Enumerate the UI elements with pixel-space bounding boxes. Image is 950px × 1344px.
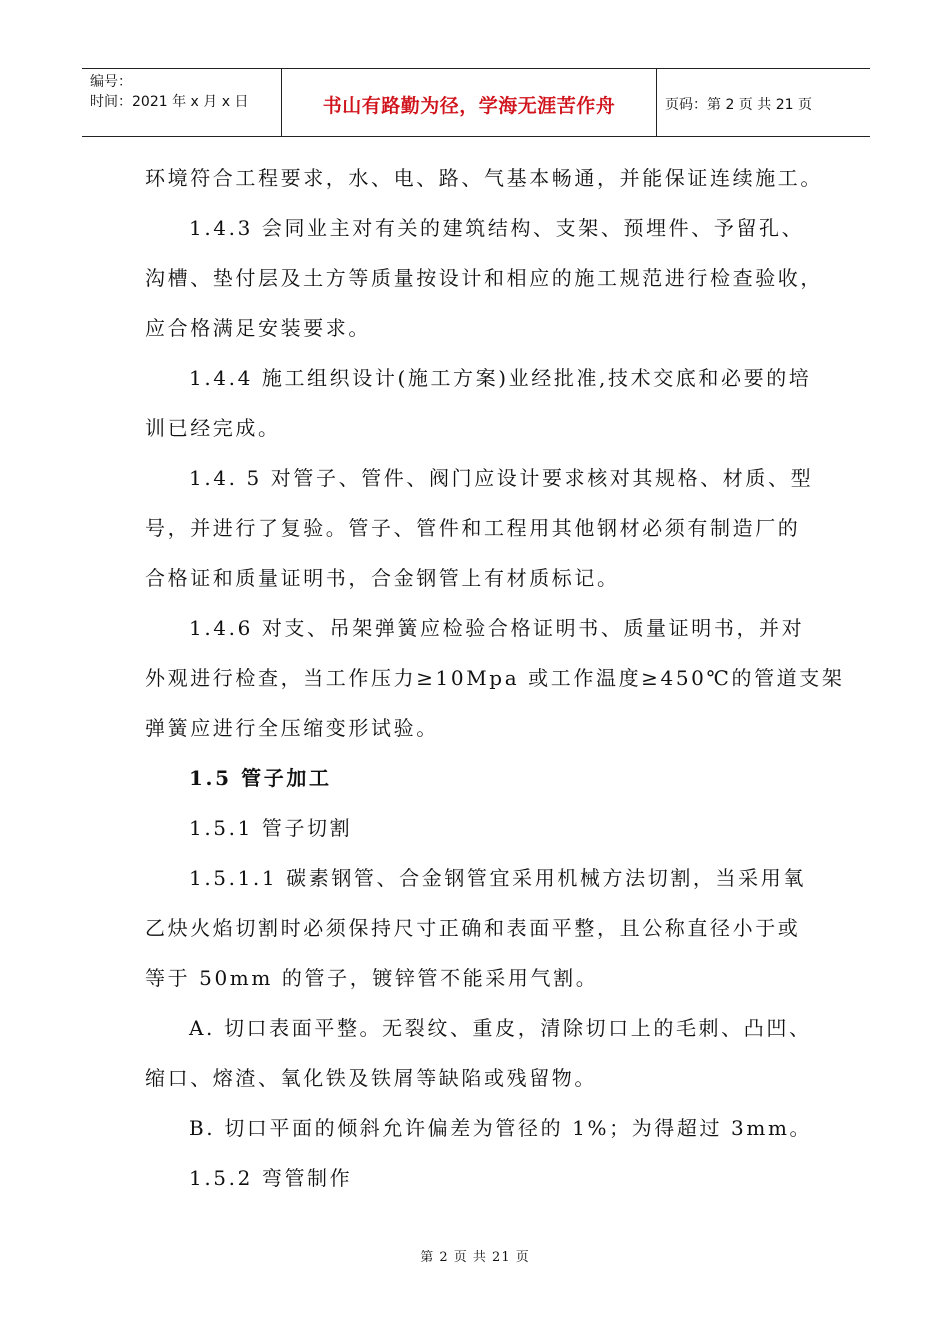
body-line: 沟槽、垫付层及土方等质量按设计和相应的施工规范进行检查验收，: [145, 266, 823, 290]
body-line: 合格证和质量证明书，合金钢管上有材质标记。: [145, 566, 620, 590]
body-line: 外观进行检查，当工作压力≥10Mpa 或工作温度≥450℃的管道支架: [145, 666, 845, 690]
page-info-text: 页码：第 2 页 共 21 页: [665, 96, 812, 113]
body-line: 1.4.6 对支、吊架弹簧应检验合格证明书、质量证明书，并对: [189, 616, 805, 640]
body-line: 1.4.4 施工组织设计(施工方案)业经批准,技术交底和必要的培: [189, 366, 812, 390]
page-footer: [0, 1246, 950, 1265]
body-line: 1.4.3 会同业主对有关的建筑结构、支架、预埋件、予留孔、: [189, 216, 805, 240]
header-page-info: [657, 69, 870, 136]
body-line: 应合格满足安装要求。: [145, 316, 371, 340]
body-line: 号，并进行了复验。管子、管件和工程用其他钢材必须有制造厂的: [145, 516, 801, 540]
section-heading: 1.5 管子加工: [189, 766, 332, 790]
date-label: 时间：2021 年 x 月 x 日: [90, 94, 249, 110]
footer-page-number: 第 2 页 共 21 页: [420, 1250, 530, 1265]
header-motto: [282, 69, 657, 136]
body-line: A. 切口表面平整。无裂纹、重皮，清除切口上的毛刺、凸凹、: [189, 1016, 812, 1040]
subsection-heading: 1.5.1 管子切割: [189, 816, 353, 840]
subsection-heading: 1.5.2 弯管制作: [189, 1166, 353, 1190]
page-header: [82, 68, 870, 137]
body-line: 1.4. 5 对管子、管件、阀门应设计要求核对其规格、材质、型: [189, 466, 814, 490]
body-line: 1.5.1.1 碳素钢管、合金钢管宜采用机械方法切割，当采用氧: [189, 866, 806, 890]
body-line: 训已经完成。: [145, 416, 281, 440]
body-line: 弹簧应进行全压缩变形试验。: [145, 716, 439, 740]
motto-text: 书山有路勤为径，学海无涯苦作舟: [322, 95, 616, 117]
doc-number-label: 编号：: [90, 74, 132, 90]
body-line: B. 切口平面的倾斜允许偏差为管径的 1%；为得超过 3mm。: [189, 1116, 813, 1140]
body-line: 等于 50mm 的管子，镀锌管不能采用气割。: [145, 966, 599, 990]
body-line: 环境符合工程要求，水、电、路、气基本畅通，并能保证连续施工。: [145, 166, 823, 190]
body-line: 乙炔火焰切割时必须保持尺寸正确和表面平整，且公称直径小于或: [145, 916, 801, 940]
header-left-cell: [82, 69, 282, 136]
body-line: 缩口、熔渣、氧化铁及铁屑等缺陷或残留物。: [145, 1066, 597, 1090]
